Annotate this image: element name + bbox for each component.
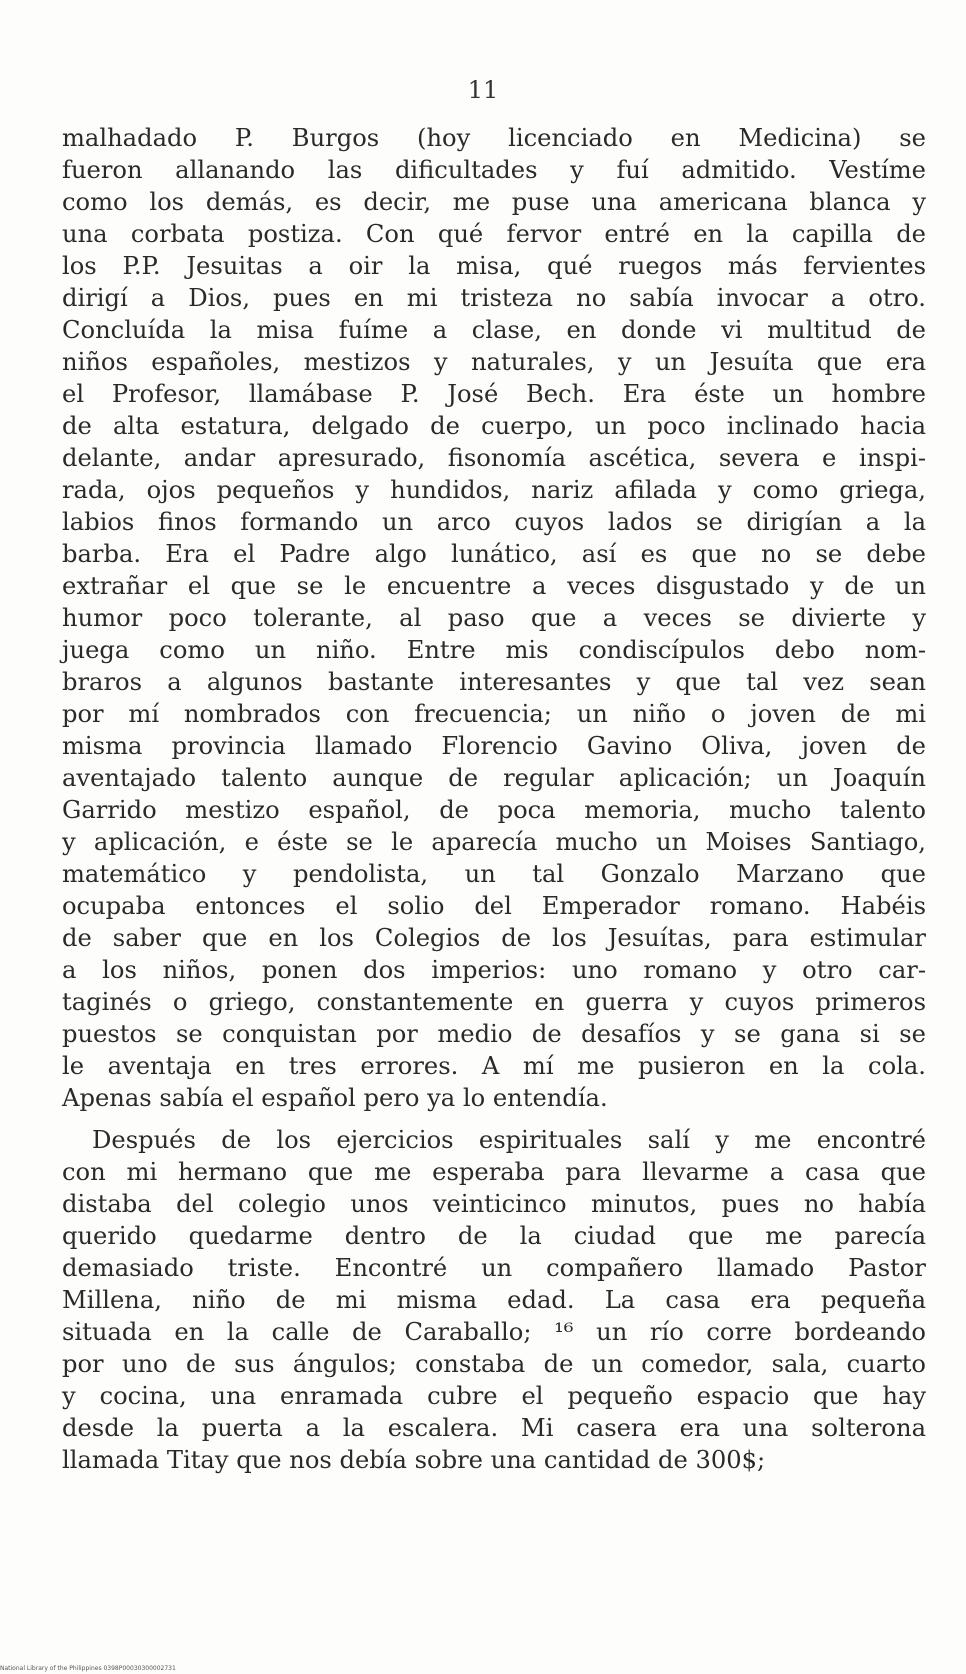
text-line: extrañar el que se le encuentre a veces disgustado y de un [62, 572, 926, 600]
text-line: Garrido mestizo español, de poca memoria, mucho talento [62, 796, 926, 824]
text-line: una corbata postiza. Con qué fervor entré en la capilla de [62, 220, 926, 248]
text-line: malhadado P. Burgos (hoy licenciado en Medicina) se [62, 124, 926, 152]
text-line: puestos se conquistan por medio de desafíos y se gana si se [62, 1020, 926, 1048]
text-line: delante, andar apresurado, fisonomía ascética, severa e inspi- [62, 444, 926, 472]
text-line: y aplicación, e éste se le aparecía mucho un Moises Santiago, [62, 828, 926, 856]
text-line: Apenas sabía el español pero ya lo entendía. [62, 1084, 608, 1112]
text-line: demasiado triste. Encontré un compañero llamado Pastor [62, 1254, 926, 1282]
text-line: taginés o griego, constantemente en guerra y cuyos primeros [62, 988, 926, 1016]
text-line: de alta estatura, delgado de cuerpo, un poco inclinado hacia [62, 412, 926, 440]
text-line: distaba del colegio unos veinticinco minutos, pues no había [62, 1190, 926, 1218]
text-line: niños españoles, mestizos y naturales, y un Jesuíta que era [62, 348, 926, 376]
text-line: barba. Era el Padre algo lunático, así es que no se debe [62, 540, 926, 568]
text-line: situada en la calle de Caraballo; ¹⁶ un río corre bordeando [62, 1318, 926, 1346]
paragraph-gap [62, 1114, 926, 1124]
paragraph-2 [62, 1124, 926, 1476]
text-line: el Profesor, llamábase P. José Bech. Era éste un hombre [62, 380, 926, 408]
text-line: misma provincia llamado Florencio Gavino Oliva, joven de [62, 732, 926, 760]
text-line: llamada Titay que nos debía sobre una cantidad de 300$; [62, 1446, 766, 1474]
text-line: de saber que en los Colegios de los Jesuítas, para estimular [62, 924, 926, 952]
text-line: labios finos formando un arco cuyos lados se dirigían a la [62, 508, 926, 536]
text-line: a los niños, ponen dos imperios: uno romano y otro car- [62, 956, 926, 984]
text-line: querido quedarme dentro de la ciudad que me parecía [62, 1222, 926, 1250]
library-stamp: National Library of the Philippines 0398P00030300002731 [0, 1665, 176, 1672]
text-line: ocupaba entonces el solio del Emperador romano. Habéis [62, 892, 926, 920]
text-line: por mí nombrados con frecuencia; un niño o joven de mi [62, 700, 926, 728]
text-line: humor poco tolerante, al paso que a veces se divierte y [62, 604, 926, 632]
text-line: Después de los ejercicios espirituales salí y me encontré [92, 1126, 926, 1154]
text-line: dirigí a Dios, pues en mi tristeza no sabía invocar a otro. [62, 284, 926, 312]
text-line: rada, ojos pequeños y hundidos, nariz afilada y como griega, [62, 476, 926, 504]
text-line: por uno de sus ángulos; constaba de un comedor, sala, cuarto [62, 1350, 926, 1378]
text-line: le aventaja en tres errores. A mí me pusieron en la cola. [62, 1052, 926, 1080]
text-line: como los demás, es decir, me puse una americana blanca y [62, 188, 926, 216]
text-line: juega como un niño. Entre mis condiscípulos debo nom- [62, 636, 926, 664]
text-line: Concluída la misa fuíme a clase, en donde vi multitud de [62, 316, 926, 344]
text-line: matemático y pendolista, un tal Gonzalo Marzano que [62, 860, 926, 888]
text-line: Millena, niño de mi misma edad. La casa era pequeña [62, 1286, 926, 1314]
text-line: aventajado talento aunque de regular aplicación; un Joaquín [62, 764, 926, 792]
text-line: fueron allanando las dificultades y fuí admitido. Vestíme [62, 156, 926, 184]
paragraph-1 [62, 122, 926, 1114]
page-number: 11 [467, 76, 499, 104]
body-text [62, 122, 926, 1476]
text-line: y cocina, una enramada cubre el pequeño espacio que hay [62, 1382, 926, 1410]
text-line: con mi hermano que me esperaba para llevarme a casa que [62, 1158, 926, 1186]
text-line: los P.P. Jesuitas a oir la misa, qué ruegos más fervientes [62, 252, 926, 280]
text-line: desde la puerta a la escalera. Mi casera era una solterona [62, 1414, 926, 1442]
text-line: braros a algunos bastante interesantes y que tal vez sean [62, 668, 926, 696]
